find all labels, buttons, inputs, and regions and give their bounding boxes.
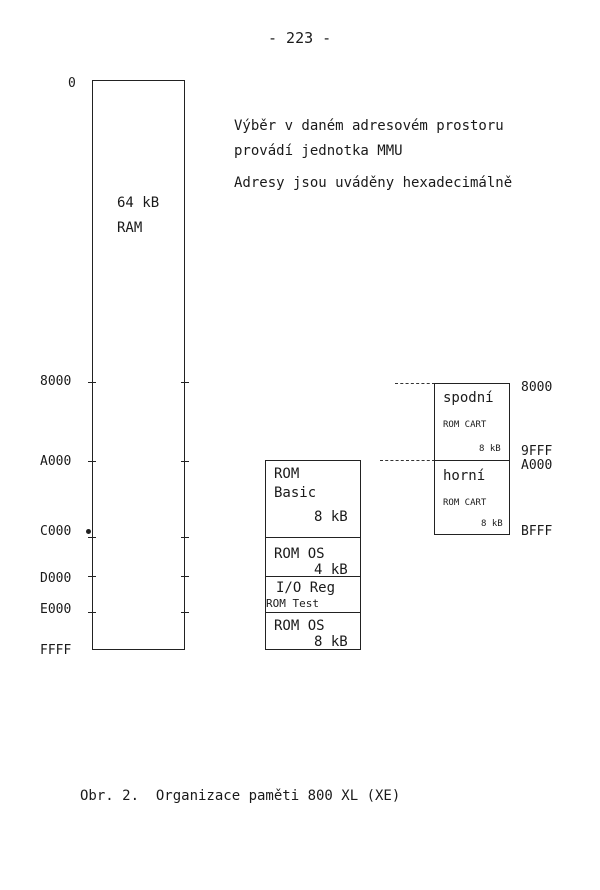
rom-os-high-size: 8 kB xyxy=(314,634,348,650)
dash-8000 xyxy=(395,383,435,384)
rom-basic-size: 8 kB xyxy=(314,509,348,525)
tick-c000-left xyxy=(88,537,96,538)
figure-caption: Obr. 2. Organizace paměti 800 XL (XE) xyxy=(80,788,401,804)
tick-a000-right xyxy=(181,461,189,462)
tick-e000-right xyxy=(181,612,189,613)
tick-a000-left xyxy=(88,461,96,462)
ram-size: 64 kB xyxy=(117,195,160,211)
tick-d000-right xyxy=(181,576,189,577)
cart-lower-type: ROM CART xyxy=(443,420,487,430)
cart-addr-a000: A000 xyxy=(521,458,553,473)
address-label-8000: 8000 xyxy=(40,374,72,389)
rom-basic-line1: ROM xyxy=(274,466,300,482)
cart-upper-size: 8 kB xyxy=(481,519,503,529)
rom-os-high-label: ROM OS xyxy=(274,618,325,634)
rom-os-low-label: ROM OS xyxy=(274,546,325,562)
cart-lower-name: spodní xyxy=(443,390,494,406)
address-label-a000: A000 xyxy=(40,454,72,469)
rom-divider-e000 xyxy=(265,612,361,613)
tick-8000-left xyxy=(88,382,96,383)
bullet-dot xyxy=(86,529,91,534)
io-reg-label: I/O Reg xyxy=(276,580,336,596)
cart-addr-bfff: BFFF xyxy=(521,524,553,539)
address-label-d000: D000 xyxy=(40,571,72,586)
note-line-3: Adresy jsou uváděny hexadecimálně xyxy=(234,175,513,191)
cart-lower-size: 8 kB xyxy=(479,444,501,454)
address-label-c000: C000 xyxy=(40,524,72,539)
address-label-0: 0 xyxy=(68,76,76,91)
cart-addr-8000: 8000 xyxy=(521,380,553,395)
rom-divider-c000 xyxy=(265,537,361,538)
page-number: - 223 - xyxy=(268,29,332,47)
ram-block xyxy=(92,80,185,650)
ram-type: RAM xyxy=(117,220,143,236)
tick-e000-left xyxy=(88,612,96,613)
tick-d000-left xyxy=(88,576,96,577)
rom-test-label: ROM Test xyxy=(266,597,319,610)
cart-upper-name: horní xyxy=(443,468,486,484)
rom-os-low-size: 4 kB xyxy=(314,562,348,578)
dash-a000 xyxy=(380,460,435,461)
cart-upper-type: ROM CART xyxy=(443,498,487,508)
cart-addr-9fff: 9FFF xyxy=(521,444,553,459)
cartridge-divider xyxy=(434,460,510,461)
address-label-e000: E000 xyxy=(40,602,72,617)
rom-basic-line2: Basic xyxy=(274,485,317,501)
address-label-ffff: FFFF xyxy=(40,643,72,658)
note-line-1: Výběr v daném adresovém prostoru xyxy=(234,118,504,134)
tick-8000-right xyxy=(181,382,189,383)
note-line-2: provádí jednotka MMU xyxy=(234,143,403,159)
tick-c000-right xyxy=(181,537,189,538)
